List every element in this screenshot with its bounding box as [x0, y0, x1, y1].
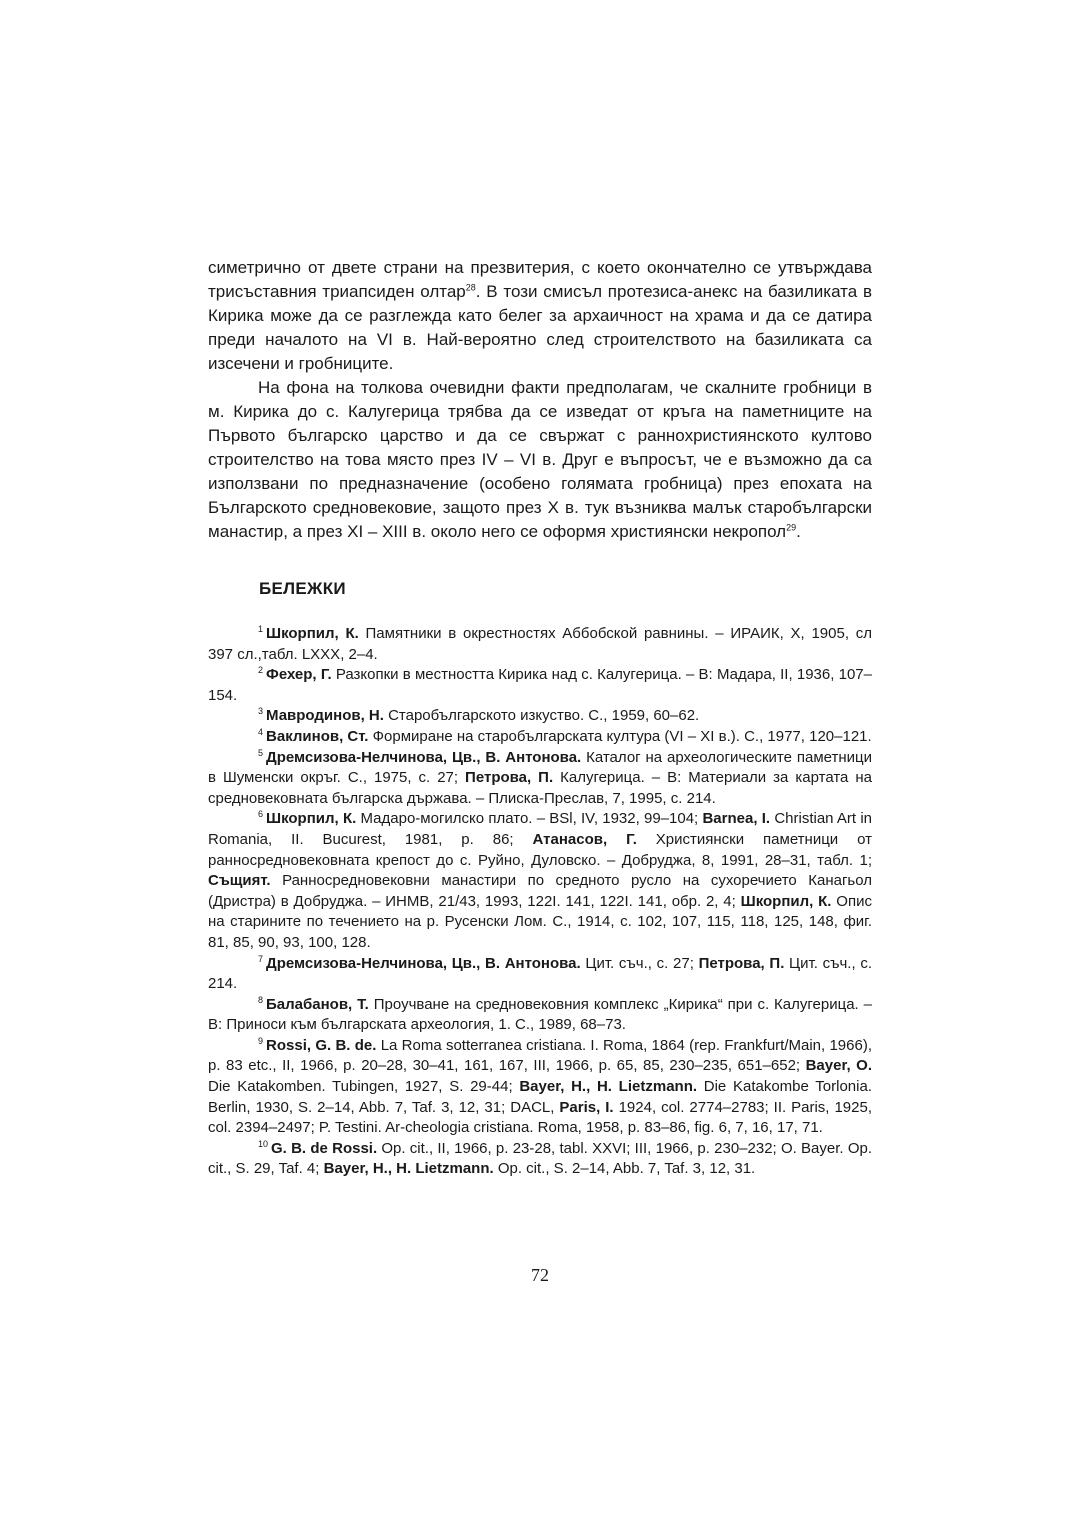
note-2: $^2$ Фехер, Г. Разкопки в местността Кирика над с. Калугерица. – В: Мадара, II, 1936, 107–154. [208, 665, 872, 704]
note-5: $^5$ Дремсизова-Нелчинова, Цв., В. Антонова. Каталог на археологическите паметници в Шуменски окръг. С., 1975, с. 27; Петрова, П. Калугерица. – В: Материали за картата на средновековната българска държава. – Плиска-Преслав, 7, 1995, с. 214. [208, 747, 872, 807]
paragraph-1: симетрично от двете страни на презвитерия, с което окончателно се утвърждава трисъставния триапсиден олтар$^{28}$. В този смисъл протезиса-анекс на базиликата в Кирика може да се разглежда като белег за архаичност на храма и да се датира преди началото на VI в. Най-вероятно след строителството на базиликата са изсечени и гробниците. [208, 258, 873, 373]
note-4: $^4$ Ваклинов, Ст. Формиране на старобългарската култура (VI – XI в.). С., 1977, 120–121. [258, 726, 872, 745]
footnote-ref-28[interactable]: 28 [465, 282, 476, 293]
note-8: $^8$ Балабанов, Т. Проучване на средновековния комплекс „Кирика“ при с. Калугерица. – В: Приноси към българската археология, 1. С., 1989, 68–73. [208, 994, 872, 1034]
note-1: $^1$ Шкорпил, К. Памятники в окрестностях Аббобской равнины. – ИРАИК, X, 1905, сл 397 сл.,табл. LXXX, 2–4. [208, 624, 872, 663]
main-text [208, 256, 872, 544]
note-6: $^6$ Шкорпил, К. Мадаро-могилско плато. – BSl, IV, 1932, 99–104; Barnea, I. Christian Art in Romania, II. Bucurest, 1981, p. 86; Атанасов, Г. Християнски паметници от ранносредновековната крепост до с. Руйно, Дуловско. – Добруджа, 8, 1991, 28–31, табл. 1; Същият. Ранносредновековни манастири по средното русло на сухоречието Канагьол (Дристра) в Добруджа. – ИНМВ, 21/43, 1993, 122I. 141, 122I. 141, обр. 2, 4; Шкорпил, К. Опис на старините по течението на р. Русенски Лом. С., 1914, с. 102, 107, 115, 118, 125, 148, фиг. 81, 85, 90, 93, 100, 128. [208, 809, 872, 951]
page-number: 72 [531, 1265, 549, 1285]
notes-heading: БЕЛЕЖКИ [259, 579, 346, 598]
footnote-ref-29[interactable]: 29 [786, 522, 797, 533]
note-7: $^7$ Дремсизова-Нелчинова, Цв., В. Антонова. Цит. съч., с. 27; Петрова, П. Цит. съч., с. 214. [208, 953, 873, 993]
note-9: $^9$ Rossi, G. B. de. La Roma sotterranea cristiana. I. Roma, 1864 (rep. Frankfurt/Main, 1966), p. 83 etc., II, 1966, p. 20–28, 30–41, 161, 167, III, 1966, p. 65, 85, 230–235, 651–652; Bayer, O. Die Katakomben. Tubingen, 1927, S. 29-44; Bayer, H., H. Lietzmann. Die Katakombe Torlonia. Berlin, 1930, S. 2–14, Abb. 7, Taf. 3, 12, 31; DACL, Paris, I. 1924, col. 2774–2783; II. Paris, 1925, col. 2394–2497; P. Testini. Ar-cheologia cristiana. Roma, 1958, p. 83–86, fig. 6, 7, 16, 17, 71. [208, 1035, 872, 1137]
note-3: $^3$ Мавродинов, Н. Старобългарското изкуство. С., 1959, 60–62. [258, 706, 700, 725]
paragraph-2: На фона на толкова очевидни факти предполагам, че скалните гробници в м. Кирика до с. Калугерица трябва да се изведат от кръга на паметниците на Първото българско царство и да се свържат с раннохристиянското култово строителство на това място през IV – VI в. Друг е въпросът, че е възможно да са използвани по предназначение (особено голямата гробница) през епохата на Българското средновековие, защото през X в. тук възниква малък старобългарски манастир, а през XI – XIII в. около него се оформя християнски некропол$^{29}$. [208, 378, 872, 541]
note-10: $^{10}$ G. B. de Rossi. Op. cit., II, 1966, p. 23-28, tabl. XXVI; III, 1966, p. 230–232; O. Bayer. Op. cit., S. 29, Taf. 4; Bayer, H., H. Lietzmann. Op. cit., S. 2–14, Abb. 7, Taf. 3, 12, 31. [208, 1138, 872, 1178]
notes-list [208, 624, 872, 1180]
